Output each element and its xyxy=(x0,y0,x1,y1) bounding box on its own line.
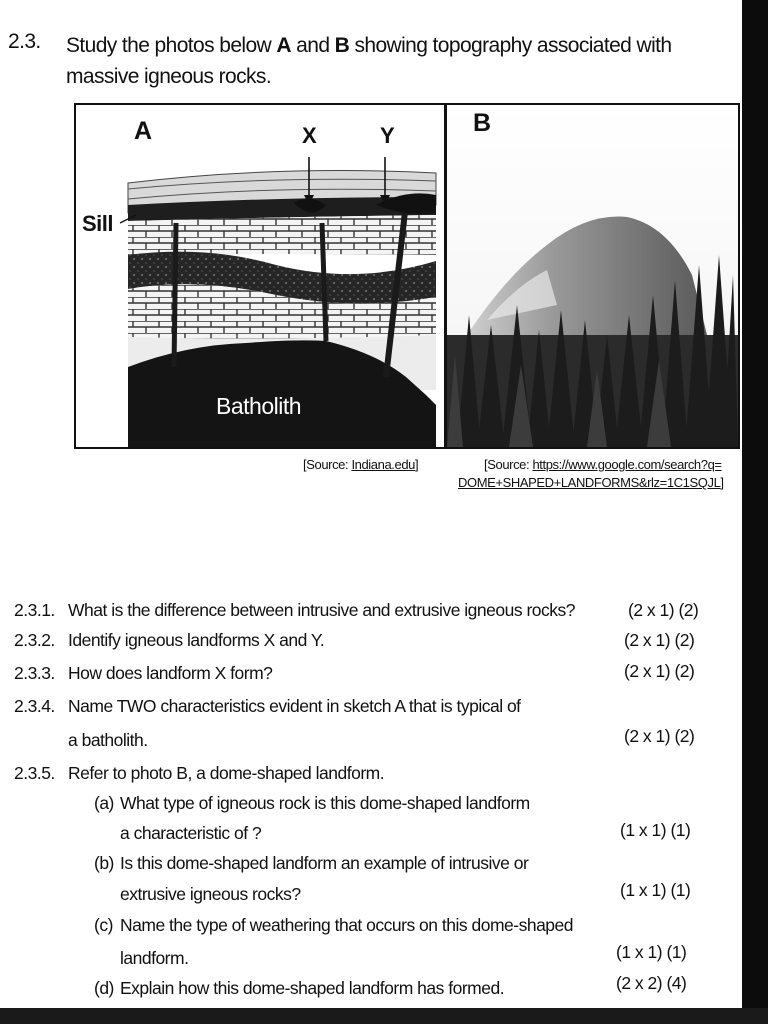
part-c-text-line2: landform. xyxy=(120,948,189,968)
part-b-label: (b) xyxy=(94,853,114,873)
source-b-link-1[interactable]: https://www.google.com/search?q= xyxy=(532,457,722,472)
question-label-a: A xyxy=(276,34,291,57)
source-b-link-2[interactable]: DOME+SHAPED+LANDFORMS&rlz=1C1SQJL] xyxy=(458,475,724,490)
part-d-label: (d) xyxy=(94,978,114,998)
part-a-marks: (1 x 1) (1) xyxy=(620,820,691,840)
subq-2-3-4-text-line2: a batholith. xyxy=(68,730,148,750)
part-c-label: (c) xyxy=(94,915,113,935)
subq-2-3-4-text: Name TWO characteristics evident in sketch A that is typical of xyxy=(68,696,521,716)
part-d-text: Explain how this dome-shaped landform has formed. xyxy=(120,978,505,998)
sketch-a xyxy=(76,105,444,447)
batholith-label: Batholith xyxy=(216,393,302,419)
subq-2-3-1-text: What is the difference between intrusive and extrusive igneous rocks? xyxy=(68,600,576,620)
photo-b-image xyxy=(447,105,738,447)
landform-y-label: Y xyxy=(380,123,395,148)
part-a-text: What type of igneous rock is this dome-shaped landform xyxy=(120,793,530,813)
landform-x-label: X xyxy=(302,123,317,148)
subq-2-3-5-text: Refer to photo B, a dome-shaped landform. xyxy=(68,763,385,783)
part-b-marks: (1 x 1) (1) xyxy=(620,880,691,900)
photo-b-label: B xyxy=(473,109,491,137)
subq-2-3-1-marks: (2 x 1) (2) xyxy=(628,600,699,620)
subq-2-3-4-marks: (2 x 1) (2) xyxy=(624,726,695,746)
part-b-text-line2: extrusive igneous rocks? xyxy=(120,884,301,904)
part-d-marks: (2 x 2) (4) xyxy=(616,973,687,993)
source-b: [Source: https://www.google.com/search?q= xyxy=(484,457,722,472)
part-b-text: Is this dome-shaped landform an example of intrusive or xyxy=(120,853,529,873)
photo-b xyxy=(447,105,738,447)
source-a-link[interactable]: Indiana.edu xyxy=(351,457,415,472)
subq-2-3-1-number: 2.3.1. xyxy=(14,600,55,620)
subq-2-3-4-number: 2.3.4. xyxy=(14,696,55,716)
question-number: 2.3. xyxy=(8,30,41,53)
part-c-text: Name the type of weathering that occurs on this dome-shaped xyxy=(120,915,573,935)
part-a-text-line2: a characteristic of ? xyxy=(120,823,262,843)
sill-label: Sill xyxy=(82,211,114,236)
question-text: Study the photos below A and B showing topography associated with massive igneous rocks. xyxy=(66,34,672,88)
page-bottom-edge xyxy=(0,1008,768,1024)
part-c-marks: (1 x 1) (1) xyxy=(616,942,687,962)
subq-2-3-3-number: 2.3.3. xyxy=(14,663,55,683)
subq-2-3-3-marks: (2 x 1) (2) xyxy=(624,661,695,681)
subq-2-3-2-marks: (2 x 1) (2) xyxy=(624,630,695,650)
subq-2-3-2-number: 2.3.2. xyxy=(14,630,55,650)
subq-2-3-5-number: 2.3.5. xyxy=(14,763,55,783)
page-right-edge xyxy=(742,0,768,1024)
sketch-a-label: A xyxy=(134,117,152,145)
subq-2-3-3-text: How does landform X form? xyxy=(68,663,273,683)
part-a-label: (a) xyxy=(94,793,114,813)
source-a: [Source: Indiana.edu] xyxy=(303,457,419,472)
subq-2-3-2-text: Identify igneous landforms X and Y. xyxy=(68,630,325,650)
question-label-b: B xyxy=(334,34,350,57)
